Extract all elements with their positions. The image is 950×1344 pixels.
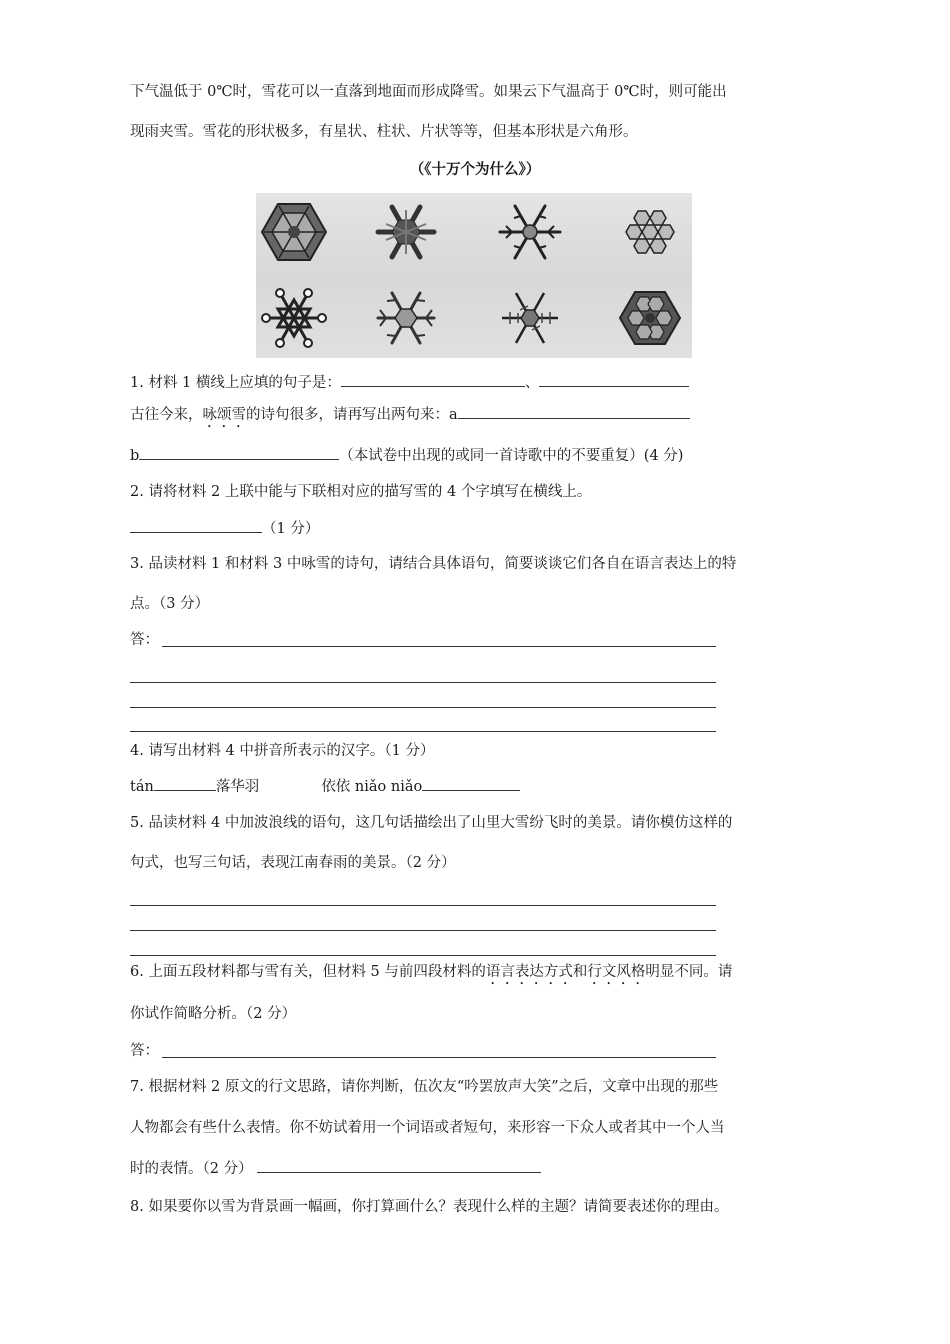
source-citation: （《十万个为什么》） <box>409 161 541 178</box>
question-7-line-2: 人物都会有些什么表情。你不妨试着用一个词语或者短句，来形容一下众人或者其中一个人当 <box>130 1120 725 1136</box>
snowflake-icon <box>616 199 684 265</box>
question-1-prompt: 1. 材料 1 横线上应填的句子是： <box>130 375 341 391</box>
q6-text-pre: 6. 上面五段材料都与雪有关，但材料 5 与前四段材料的 <box>130 964 486 980</box>
answer-blank-1a[interactable] <box>341 372 525 387</box>
question-1-line-2 <box>130 404 690 431</box>
answer-line-3a[interactable] <box>162 646 716 647</box>
question-2-answer-line <box>130 518 319 539</box>
answer-blank-1b[interactable] <box>539 372 689 387</box>
q4-phrase-a: 落华羽 <box>215 779 260 795</box>
question-2-prompt: 2. 请将材料 2 上联中能与下联相对应的描写雪的 4 个字填写在横线上。 <box>130 484 592 500</box>
answer-line-5c[interactable] <box>130 955 716 956</box>
answer-blank-4a[interactable] <box>154 776 216 791</box>
question-4-prompt: 4. 请写出材料 4 中拼音所表示的汉字。（1 分） <box>130 743 435 759</box>
question-1-line-3 <box>130 445 683 466</box>
snowflake-figure <box>256 193 692 358</box>
q1-b-label: b <box>130 448 140 464</box>
answer-label-6: 答： <box>130 1043 159 1059</box>
answer-blank-2[interactable] <box>130 518 262 533</box>
question-3-line-2: 点。（3 分） <box>130 596 210 612</box>
snowflake-icon <box>372 199 440 265</box>
answer-line-6[interactable] <box>162 1057 716 1058</box>
answer-blank-poem-a[interactable] <box>458 404 690 419</box>
snowflake-icon <box>616 285 684 351</box>
answer-blank-poem-b[interactable] <box>139 445 339 460</box>
answer-blank-4b[interactable] <box>422 776 520 791</box>
question-1-line-1 <box>130 372 689 393</box>
pinyin-tan: tán <box>130 779 154 795</box>
question-7-line-1: 7. 根据材料 2 原文的行文思路，请你判断，伍次友“吟罢放声大笑”之后，文章中出现的那些 <box>130 1079 719 1095</box>
q1-text-post: 的诗句很多，请再写出两句来：a <box>246 407 458 423</box>
question-6-line-1 <box>130 962 732 988</box>
q7-text: 时的表情。（2 分） <box>130 1161 253 1177</box>
snowflake-icon <box>260 285 328 351</box>
q1-text-pre: 古往今来， <box>130 407 203 423</box>
question-4-items <box>130 776 520 797</box>
question-7-line-3 <box>130 1158 541 1179</box>
question-5-line-2: 句式，也写三句话，表现江南春雨的美景。（2 分） <box>130 855 456 871</box>
q1-note: （本试卷中出现的或同一首诗歌中的不要重复）(4 分) <box>339 448 684 464</box>
snowflake-icon <box>372 285 440 351</box>
blank-separator: 、 <box>524 375 540 391</box>
answer-line-3d[interactable] <box>130 731 716 732</box>
answer-line-5b[interactable] <box>130 930 716 931</box>
q2-score: （1 分） <box>262 521 320 537</box>
answer-line-5a[interactable] <box>130 905 716 906</box>
question-8-prompt: 8. 如果要你以雪为背景画一幅画，你打算画什么？表现什么样的主题？请简要表述你的理由。 <box>130 1199 729 1215</box>
q6-text-mid: 和 <box>572 964 588 980</box>
q6-emphasis-2: 行文风格 <box>587 964 646 980</box>
q6-text-post: 明显不同。请 <box>645 964 733 980</box>
q1-emphasis-text: 咏颂雪 <box>202 407 246 423</box>
answer-label-3: 答： <box>130 632 159 648</box>
answer-line-3c[interactable] <box>130 707 716 708</box>
intro-line-2: 现雨夹雪。雪花的形状极多，有星状、柱状、片状等等，但基本形状是六角形。 <box>130 124 638 140</box>
snowflake-icon <box>496 199 564 265</box>
snowflake-icon <box>496 285 564 351</box>
question-6-line-2: 你试作简略分析。（2 分） <box>130 1006 297 1022</box>
q6-emphasis-1: 语言表达方式 <box>485 964 573 980</box>
answer-blank-7[interactable] <box>257 1158 541 1173</box>
question-5-line-1: 5. 品读材料 4 中加波浪线的语句，这几句话描绘出了山里大雪纷飞时的美景。请你模仿这样的 <box>130 815 733 831</box>
question-3-line-1: 3. 品读材料 1 和材料 3 中咏雪的诗句，请结合具体语句，简要谈谈它们各自在语言表达上的特 <box>130 556 737 572</box>
intro-line-1: 下气温低于 0℃时，雪花可以一直落到地面而形成降雪。如果云下气温高于 0℃时，则可能出 <box>130 84 727 100</box>
answer-line-3b[interactable] <box>130 682 716 683</box>
snowflake-icon <box>260 199 328 265</box>
q4-phrase-b: 依依 niǎo niǎo <box>321 779 423 795</box>
